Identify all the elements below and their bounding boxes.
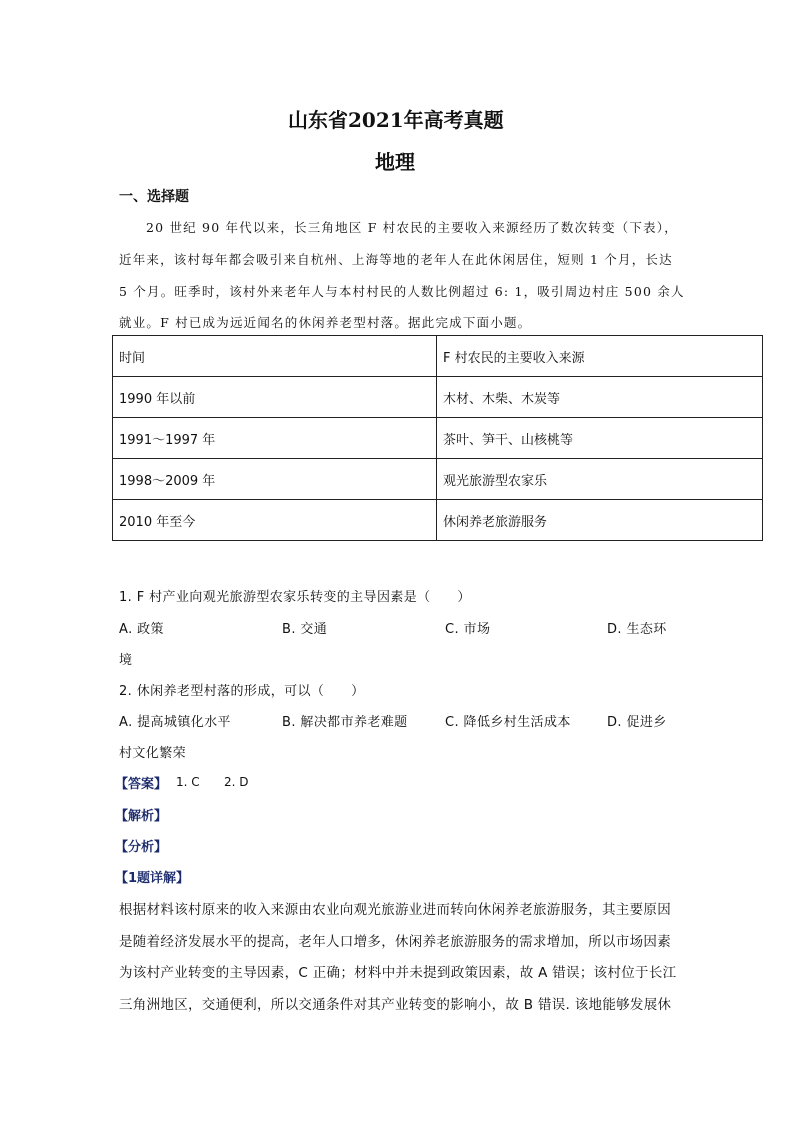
option-d: D. 生态环 — [607, 622, 667, 637]
fenxi-label: 【分析】 — [115, 840, 168, 855]
intro-line: 就业。F 村已成为远近闻名的休闲养老型村落。据此完成下面小题。 — [119, 315, 532, 330]
question-stem: 2. 休闲养老型村落的形成，可以（ ） — [119, 684, 365, 699]
analysis-label: 【解析】 — [115, 809, 168, 824]
table-header-cell: F 村农民的主要收入来源 — [437, 336, 763, 377]
intro-line: 20 世纪 90 年代以来，长三角地区 F 村农民的主要收入来源经历了数次转变（下表）， — [146, 220, 678, 235]
table-header-cell: 时间 — [113, 336, 437, 377]
table-row — [113, 418, 763, 459]
table-cell: 木材、木柴、木炭等 — [437, 377, 763, 418]
answer-label: 【答案】 — [115, 777, 168, 792]
option-b: B. 解决都市养老难题 — [282, 715, 408, 730]
answer-1: 1. C — [176, 775, 200, 789]
option-c: C. 市场 — [445, 622, 491, 637]
detail-label: 【1题详解】 — [115, 871, 190, 886]
answer-2: 2. D — [224, 775, 249, 789]
section-heading: 一、选择题 — [119, 189, 189, 205]
detail-line: 根据材料该村原来的收入来源由农业向观光旅游业进而转向休闲养老旅游服务，其主要原因 — [119, 902, 671, 918]
detail-line: 是随着经济发展水平的提高，老年人口增多，休闲养老旅游服务的需求增加，所以市场因素 — [119, 934, 671, 950]
table-cell: 2010 年至今 — [113, 500, 437, 541]
table-row — [113, 500, 763, 541]
table-cell: 1998～2009 年 — [113, 459, 437, 500]
option-d-wrap: 境 — [119, 653, 133, 668]
document-title: 山东省2021年高考真题 — [288, 108, 504, 132]
table-cell: 1990 年以前 — [113, 377, 437, 418]
table-header-row — [113, 336, 763, 377]
table-row — [113, 459, 763, 500]
option-b: B. 交通 — [282, 622, 328, 637]
table-cell: 休闲养老旅游服务 — [437, 500, 763, 541]
table-row — [113, 377, 763, 418]
table-cell: 茶叶、笋干、山核桃等 — [437, 418, 763, 459]
table-cell: 1991～1997 年 — [113, 418, 437, 459]
option-c: C. 降低乡村生活成本 — [445, 715, 571, 730]
option-d-wrap: 村文化繁荣 — [119, 746, 187, 761]
income-source-table — [112, 335, 763, 541]
detail-line: 三角洲地区，交通便利，所以交通条件对其产业转变的影响小，故 B 错误. 该地能够发展休 — [119, 997, 672, 1013]
option-a: A. 政策 — [119, 622, 164, 637]
option-a: A. 提高城镇化水平 — [119, 715, 231, 730]
question-stem: 1. F 村产业向观光旅游型农家乐转变的主导因素是（ ） — [119, 590, 471, 605]
table-cell: 观光旅游型农家乐 — [437, 459, 763, 500]
option-d: D. 促进乡 — [607, 715, 667, 730]
subject-title: 地理 — [375, 150, 415, 174]
intro-line: 5 个月。旺季时，该村外来老年人与本村村民的人数比例超过 6: 1，吸引周边村庄 500 余人 — [119, 284, 685, 299]
intro-line: 近年来，该村每年都会吸引来自杭州、上海等地的老年人在此休闲居住，短则 1 个月，长达 — [119, 252, 673, 267]
detail-line: 为该村产业转变的主导因素，C 正确；材料中并未提到政策因素，故 A 错误；该村位于长江 — [119, 965, 677, 981]
